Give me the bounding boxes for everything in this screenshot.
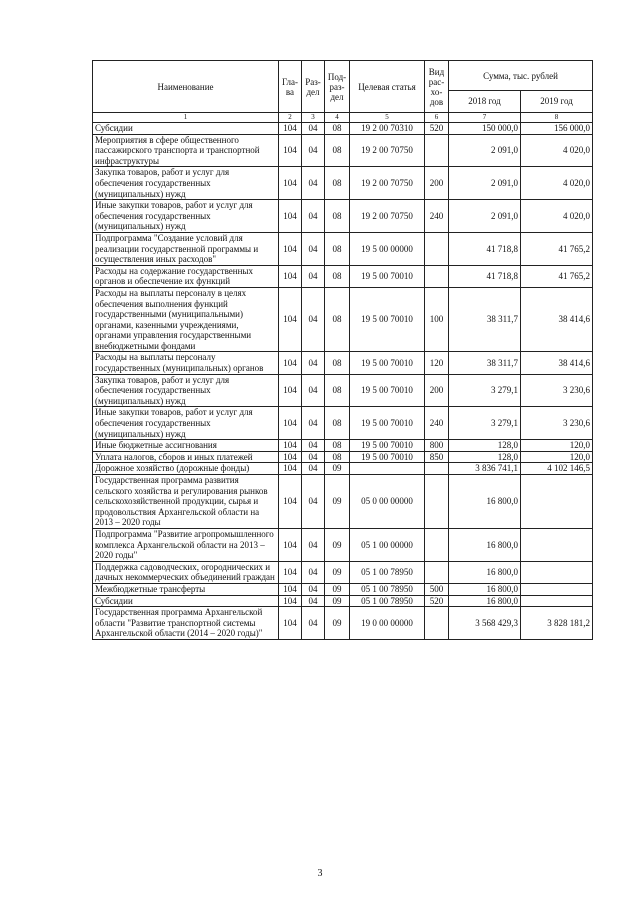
column-number: 3 (302, 113, 325, 123)
row-name: Иные закупки товаров, работ и услуг для обеспечения государственных (муниципальных) нужд (93, 407, 279, 440)
row-target: 19 5 00 70010 (350, 265, 425, 287)
row-chapter: 104 (279, 407, 302, 440)
row-sum-2019 (521, 475, 593, 529)
row-sum-2019: 38 414,6 (521, 352, 593, 374)
row-name: Межбюджетные трансферты (93, 583, 279, 595)
column-number: 7 (449, 113, 521, 123)
table-row (93, 123, 593, 135)
row-subsection: 08 (325, 374, 350, 407)
row-expense-type: 200 (425, 374, 449, 407)
row-target: 19 2 00 70750 (350, 167, 425, 200)
row-expense-type (425, 528, 449, 561)
budget-table-page (92, 60, 592, 640)
table-row (93, 561, 593, 583)
row-sum-2018: 150 000,0 (449, 123, 521, 135)
row-chapter: 104 (279, 561, 302, 583)
row-section: 04 (302, 440, 325, 452)
row-sum-2018: 38 311,7 (449, 352, 521, 374)
table-row (93, 528, 593, 561)
row-target: 19 5 00 70010 (350, 374, 425, 407)
row-sum-2018: 3 279,1 (449, 407, 521, 440)
row-subsection: 09 (325, 561, 350, 583)
column-number: 5 (350, 113, 425, 123)
column-number: 2 (279, 113, 302, 123)
table-row (93, 440, 593, 452)
row-expense-type: 800 (425, 440, 449, 452)
row-subsection: 08 (325, 232, 350, 265)
row-target: 05 1 00 78950 (350, 561, 425, 583)
row-chapter: 104 (279, 232, 302, 265)
row-chapter: 104 (279, 287, 302, 352)
column-number: 8 (521, 113, 593, 123)
row-name: Мероприятия в сфере общественного пассажирского транспорта и транспортной инфраструктуры (93, 134, 279, 167)
row-sum-2018: 16 800,0 (449, 561, 521, 583)
table-row (93, 265, 593, 287)
header-sum: Сумма, тыс. рублей (449, 61, 593, 91)
row-target: 19 2 00 70750 (350, 134, 425, 167)
row-section: 04 (302, 561, 325, 583)
row-subsection: 08 (325, 440, 350, 452)
header-section: Раз- дел (302, 61, 325, 113)
row-sum-2019: 120,0 (521, 451, 593, 463)
header-year-2019: 2019 год (521, 91, 593, 113)
row-subsection: 08 (325, 123, 350, 135)
row-name: Дорожное хозяйство (дорожные фонды) (93, 463, 279, 475)
row-subsection: 08 (325, 451, 350, 463)
row-sum-2018: 2 091,0 (449, 200, 521, 233)
header-name: Наименование (93, 61, 279, 113)
row-chapter: 104 (279, 374, 302, 407)
table-row (93, 463, 593, 475)
row-chapter: 104 (279, 167, 302, 200)
row-target: 05 1 00 00000 (350, 528, 425, 561)
row-section: 04 (302, 407, 325, 440)
row-sum-2018: 2 091,0 (449, 167, 521, 200)
column-numbers-row (93, 113, 593, 123)
row-name: Уплата налогов, сборов и иных платежей (93, 451, 279, 463)
header-expense-type: Вид рас- хо- дов (425, 61, 449, 113)
row-name: Подпрограмма "Развитие агропромышленного комплекса Архангельской области на 2013 – 2020 годы" (93, 528, 279, 561)
row-sum-2019: 3 230,6 (521, 374, 593, 407)
row-expense-type (425, 561, 449, 583)
table-row (93, 232, 593, 265)
row-target (350, 463, 425, 475)
budget-table (92, 60, 593, 640)
row-section: 04 (302, 528, 325, 561)
row-sum-2018: 41 718,8 (449, 232, 521, 265)
row-sum-2019 (521, 561, 593, 583)
row-chapter: 104 (279, 134, 302, 167)
row-target: 19 5 00 70010 (350, 407, 425, 440)
row-target: 19 2 00 70750 (350, 200, 425, 233)
row-subsection: 08 (325, 352, 350, 374)
row-chapter: 104 (279, 607, 302, 640)
row-chapter: 104 (279, 200, 302, 233)
row-chapter: 104 (279, 463, 302, 475)
table-row (93, 583, 593, 595)
row-name: Подпрограмма "Создание условий для реализации государственной программы и осуществления иных расходов" (93, 232, 279, 265)
table-row (93, 134, 593, 167)
header-chapter: Гла- ва (279, 61, 302, 113)
row-chapter: 104 (279, 528, 302, 561)
row-chapter: 104 (279, 583, 302, 595)
table-row (93, 407, 593, 440)
row-name: Государственная программа развития сельского хозяйства и регулирования рынков сельскохозяйственной продукции, сырья и продовольствия Архангельской области на 2013 – 2020 годы (93, 475, 279, 529)
row-chapter: 104 (279, 475, 302, 529)
row-subsection: 09 (325, 475, 350, 529)
row-sum-2019: 3 828 181,2 (521, 607, 593, 640)
row-name: Субсидии (93, 595, 279, 607)
row-chapter: 104 (279, 123, 302, 135)
row-sum-2018: 2 091,0 (449, 134, 521, 167)
row-name: Расходы на содержание государственных органов и обеспечение их функций (93, 265, 279, 287)
row-subsection: 08 (325, 407, 350, 440)
row-section: 04 (302, 134, 325, 167)
header-year-2018: 2018 год (449, 91, 521, 113)
row-section: 04 (302, 167, 325, 200)
row-sum-2019: 4 020,0 (521, 167, 593, 200)
row-chapter: 104 (279, 440, 302, 452)
row-subsection: 09 (325, 528, 350, 561)
row-subsection: 09 (325, 583, 350, 595)
row-subsection: 08 (325, 134, 350, 167)
row-section: 04 (302, 595, 325, 607)
row-expense-type (425, 265, 449, 287)
row-section: 04 (302, 475, 325, 529)
header-subsection: Под- раз- дел (325, 61, 350, 113)
column-number: 6 (425, 113, 449, 123)
row-sum-2019: 4 020,0 (521, 200, 593, 233)
row-name: Закупка товаров, работ и услуг для обеспечения государственных (муниципальных) нужд (93, 167, 279, 200)
row-name: Расходы на выплаты персоналу государственных (муниципальных) органов (93, 352, 279, 374)
row-sum-2019 (521, 583, 593, 595)
row-expense-type: 520 (425, 123, 449, 135)
row-sum-2019: 120,0 (521, 440, 593, 452)
row-target: 19 5 00 00000 (350, 232, 425, 265)
row-sum-2019: 41 765,2 (521, 232, 593, 265)
row-target: 19 5 00 70010 (350, 451, 425, 463)
row-expense-type (425, 607, 449, 640)
row-expense-type: 500 (425, 583, 449, 595)
row-section: 04 (302, 352, 325, 374)
row-subsection: 09 (325, 463, 350, 475)
table-row (93, 451, 593, 463)
row-sum-2018: 38 311,7 (449, 287, 521, 352)
row-sum-2018: 41 718,8 (449, 265, 521, 287)
table-row (93, 475, 593, 529)
table-row (93, 287, 593, 352)
row-expense-type: 240 (425, 200, 449, 233)
row-sum-2019: 4 020,0 (521, 134, 593, 167)
row-name: Государственная программа Архангельской области "Развитие транспортной системы Архангельской области (2014 – 2020 годы)" (93, 607, 279, 640)
row-section: 04 (302, 265, 325, 287)
row-sum-2018: 128,0 (449, 440, 521, 452)
row-sum-2019: 41 765,2 (521, 265, 593, 287)
row-section: 04 (302, 607, 325, 640)
row-sum-2018: 128,0 (449, 451, 521, 463)
table-row (93, 352, 593, 374)
row-section: 04 (302, 123, 325, 135)
header-target: Целевая статья (350, 61, 425, 113)
row-name: Субсидии (93, 123, 279, 135)
column-number: 1 (93, 113, 279, 123)
row-sum-2019: 156 000,0 (521, 123, 593, 135)
row-chapter: 104 (279, 451, 302, 463)
row-target: 05 1 00 78950 (350, 583, 425, 595)
table-row (93, 374, 593, 407)
row-expense-type: 240 (425, 407, 449, 440)
page-number: 3 (317, 868, 323, 879)
row-name: Иные бюджетные ассигнования (93, 440, 279, 452)
row-section: 04 (302, 583, 325, 595)
row-sum-2018: 16 800,0 (449, 475, 521, 529)
row-expense-type: 120 (425, 352, 449, 374)
row-subsection: 08 (325, 167, 350, 200)
row-sum-2018: 3 279,1 (449, 374, 521, 407)
row-sum-2018: 16 800,0 (449, 583, 521, 595)
row-name: Расходы на выплаты персоналу в целях обеспечения выполнения функций государственными (муниципальными) органами, казенными учреждениями, органами управления государственными внебюджетными фондами (93, 287, 279, 352)
row-subsection: 09 (325, 607, 350, 640)
table-row (93, 607, 593, 640)
column-number: 4 (325, 113, 350, 123)
row-name: Закупка товаров, работ и услуг для обеспечения государственных (муниципальных) нужд (93, 374, 279, 407)
row-expense-type: 100 (425, 287, 449, 352)
row-expense-type: 850 (425, 451, 449, 463)
row-sum-2018: 16 800,0 (449, 528, 521, 561)
row-expense-type (425, 134, 449, 167)
row-section: 04 (302, 463, 325, 475)
row-chapter: 104 (279, 265, 302, 287)
row-target: 19 5 00 70010 (350, 440, 425, 452)
row-sum-2018: 16 800,0 (449, 595, 521, 607)
row-target: 19 2 00 70310 (350, 123, 425, 135)
row-subsection: 09 (325, 595, 350, 607)
table-body (93, 123, 593, 640)
table-row (93, 167, 593, 200)
row-sum-2019: 4 102 146,5 (521, 463, 593, 475)
row-expense-type (425, 475, 449, 529)
row-sum-2019: 3 230,6 (521, 407, 593, 440)
row-target: 19 5 00 70010 (350, 352, 425, 374)
row-sum-2019: 38 414,6 (521, 287, 593, 352)
row-section: 04 (302, 287, 325, 352)
row-section: 04 (302, 374, 325, 407)
row-target: 05 1 00 78950 (350, 595, 425, 607)
row-target: 19 0 00 00000 (350, 607, 425, 640)
row-expense-type (425, 463, 449, 475)
row-expense-type: 200 (425, 167, 449, 200)
row-sum-2018: 3 836 741,1 (449, 463, 521, 475)
row-expense-type (425, 232, 449, 265)
row-chapter: 104 (279, 352, 302, 374)
row-sum-2018: 3 568 429,3 (449, 607, 521, 640)
row-subsection: 08 (325, 287, 350, 352)
table-row (93, 200, 593, 233)
row-subsection: 08 (325, 265, 350, 287)
row-expense-type: 520 (425, 595, 449, 607)
row-sum-2019 (521, 595, 593, 607)
row-name: Поддержка садоводческих, огороднических и дачных некоммерческих объединений граждан (93, 561, 279, 583)
row-target: 19 5 00 70010 (350, 287, 425, 352)
row-section: 04 (302, 232, 325, 265)
row-subsection: 08 (325, 200, 350, 233)
row-sum-2019 (521, 528, 593, 561)
row-target: 05 0 00 00000 (350, 475, 425, 529)
row-section: 04 (302, 451, 325, 463)
row-section: 04 (302, 200, 325, 233)
row-chapter: 104 (279, 595, 302, 607)
row-name: Иные закупки товаров, работ и услуг для обеспечения государственных (муниципальных) нужд (93, 200, 279, 233)
table-row (93, 595, 593, 607)
